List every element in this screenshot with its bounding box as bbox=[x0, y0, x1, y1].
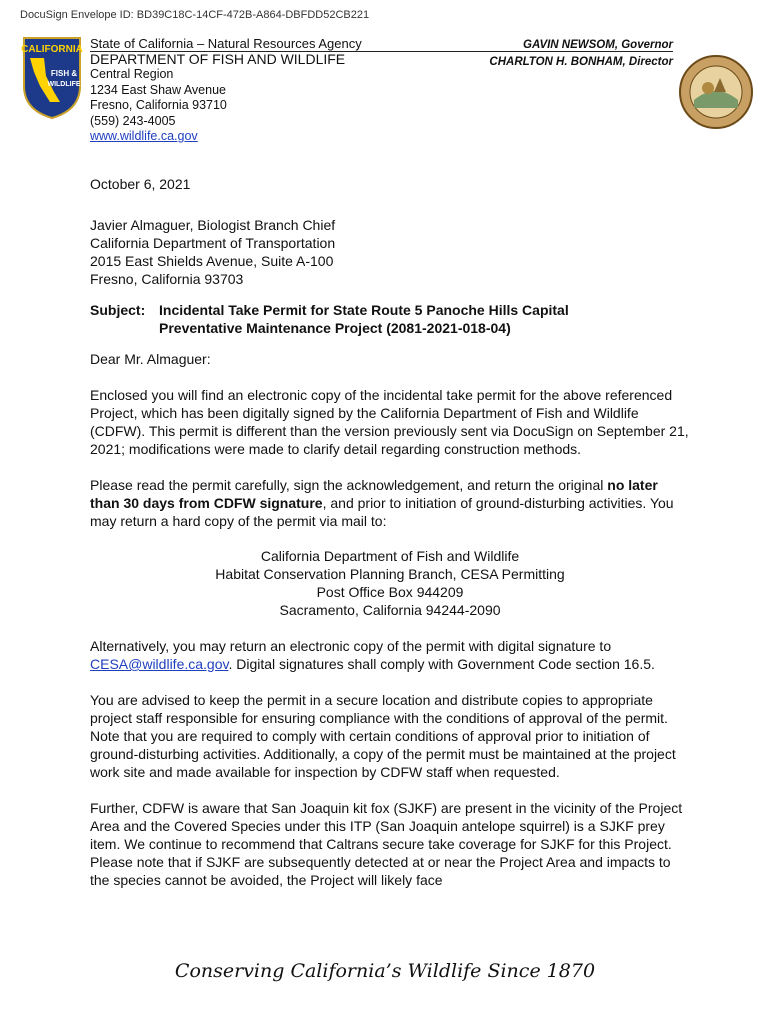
governor-name: GAVIN NEWSOM, Governor bbox=[523, 39, 673, 51]
deadline-emphasis: no later than 30 days from CDFW signature bbox=[90, 477, 658, 511]
letter-body bbox=[90, 175, 690, 889]
street-address: 1234 East Shaw Avenue bbox=[90, 82, 226, 97]
mailing-address-line: Sacramento, California 94244-2090 bbox=[279, 602, 501, 618]
region: Central Region bbox=[90, 67, 174, 81]
email-link[interactable]: CESA@wildlife.ca.gov bbox=[90, 656, 229, 672]
subject-text-line2: Preventative Maintenance Project (2081-2021-018-04) bbox=[159, 320, 511, 336]
paragraph-4: You are advised to keep the permit in a secure location and distribute copies to appropriate project staff responsible for ensuring compliance with the conditions of approval of the permit. Note that you are required to comply with certain conditions of approval prior to initiation of ground-disturbing activities. Additionally, a copy of the permit must be maintained at the project work site and made available for inspection by CDFW staff when requested. bbox=[90, 692, 676, 780]
agency-name: State of California – Natural Resources Agency bbox=[90, 36, 362, 51]
state-seal-icon bbox=[676, 30, 756, 142]
logo-text-fish: FISH & bbox=[50, 69, 78, 78]
paragraph-2 bbox=[90, 476, 690, 530]
recipient-line: Fresno, California 93703 bbox=[90, 271, 244, 287]
letter-date: October 6, 2021 bbox=[90, 176, 191, 192]
director-name: CHARLTON H. BONHAM, Director bbox=[489, 56, 673, 68]
paragraph-5: Further, CDFW is aware that San Joaquin kit fox (SJKF) are present in the vicinity of the Project Area and the Covered Species under this ITP (San Joaquin antelope squirrel) is a SJKF prey item. We continue to recommend that Caltrans secure take coverage for SJKF for this Project. Please note that if SJKF are subsequently detected at or near the Project Area and impacts to the species cannot be avoided, the Project will likely face bbox=[90, 800, 683, 888]
mailing-address-line: Habitat Conservation Planning Branch, CESA Permitting bbox=[215, 566, 565, 582]
paragraph-3-text-a: Alternatively, you may return an electronic copy of the permit with digital signature to bbox=[90, 638, 612, 654]
mailing-address bbox=[90, 547, 690, 619]
officials-block bbox=[489, 37, 673, 71]
cdfw-logo bbox=[20, 36, 84, 120]
docusign-envelope-id: DocuSign Envelope ID: BD39C18C-14CF-472B-A864-DBFDD52CB221 bbox=[20, 9, 370, 21]
paragraph-2-text-b: , and prior to initiation of ground-disturbing activities. You may return a hard copy of the permit via mail to: bbox=[90, 495, 674, 529]
logo-text-wildlife: WILDLIFE bbox=[47, 81, 81, 88]
subject-text-line1: Incidental Take Permit for State Route 5 Panoche Hills Capital bbox=[159, 302, 569, 318]
department-name: DEPARTMENT OF FISH AND WILDLIFE bbox=[90, 51, 346, 67]
subject-line bbox=[90, 301, 690, 337]
footer-motto: Conserving California’s Wildlife Since 1870 bbox=[174, 960, 596, 982]
phone-number: (559) 243-4005 bbox=[90, 113, 176, 128]
paragraph-1: Enclosed you will find an electronic copy of the incidental take permit for the above referenced Project, which has been digitally signed by the California Department of Fish and Wildlife (CDFW). This permit is different than the version previously sent via DocuSign on September 21, 2021; modifications were made to clarify detail regarding construction methods. bbox=[90, 387, 689, 457]
subject-text bbox=[159, 301, 569, 337]
recipient-line: California Department of Transportation bbox=[90, 235, 336, 251]
mailing-address-line: California Department of Fish and Wildlife bbox=[260, 548, 520, 564]
recipient-line: 2015 East Shields Avenue, Suite A-100 bbox=[90, 253, 334, 269]
paragraph-3-text-b: . Digital signatures shall comply with Government Code section 16.5. bbox=[228, 656, 655, 672]
mailing-address-line: Post Office Box 944209 bbox=[316, 584, 464, 600]
recipient-line: Javier Almaguer, Biologist Branch Chief bbox=[90, 217, 336, 233]
recipient-address bbox=[90, 216, 690, 288]
paragraph-3 bbox=[90, 637, 690, 673]
salutation: Dear Mr. Almaguer: bbox=[90, 351, 211, 367]
subject-label: Subject: bbox=[90, 302, 146, 318]
paragraph-2-text-a: Please read the permit carefully, sign the acknowledgement, and return the original bbox=[90, 477, 608, 493]
website-link[interactable]: www.wildlife.ca.gov bbox=[90, 129, 198, 143]
logo-text-california: CALIFORNIA bbox=[21, 44, 83, 55]
office-address bbox=[90, 67, 227, 145]
city-state-zip: Fresno, California 93710 bbox=[90, 98, 227, 112]
